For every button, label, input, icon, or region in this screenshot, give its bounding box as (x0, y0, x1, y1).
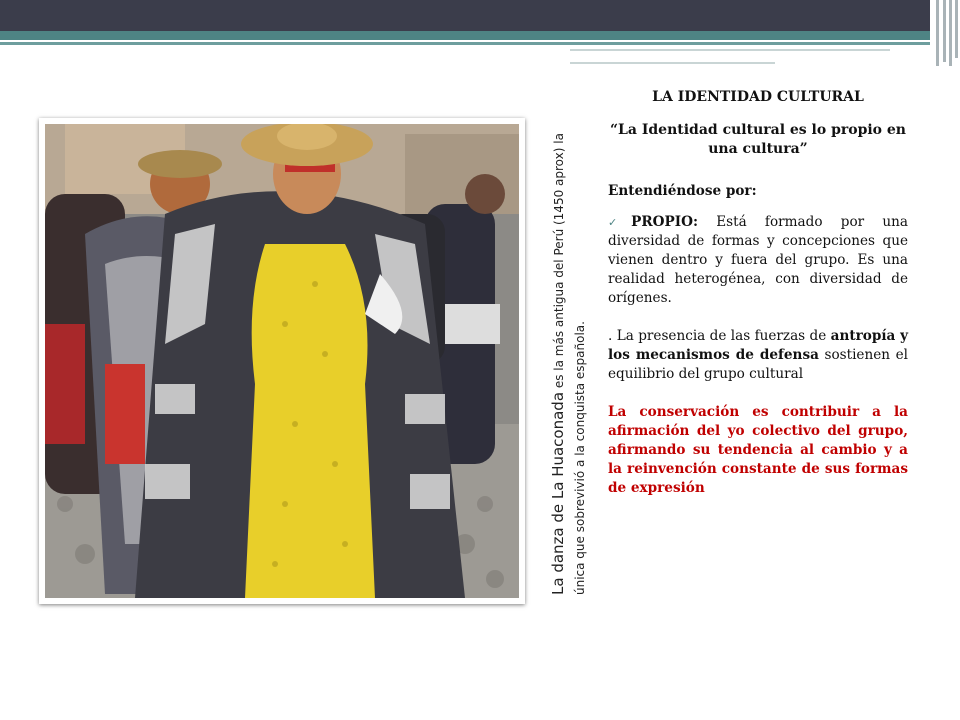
right-stripes (930, 0, 960, 66)
caption-strong: La danza de La Huaconada (549, 391, 567, 595)
subheading: Entendiéndose por: (608, 183, 757, 199)
propio-body: Está formado por una diversidad de formas y concepciones que vienen dentro y fuera del grupo. Es una realidad heterogénea, con diversidad de orígenes. (608, 214, 909, 306)
slide-title: LA IDENTIDAD CULTURAL (652, 89, 864, 105)
accent-line-short (570, 62, 775, 64)
fuerzas-bold: antropía y los mecanismos de defensa (608, 328, 908, 363)
definition-quote: “La Identidad cultural es lo propio en una cultura” (610, 122, 906, 157)
paragraph-propio (608, 213, 908, 308)
paragraph-fuerzas (608, 327, 908, 384)
photo-caption (548, 105, 590, 595)
check-icon: ✓ (608, 216, 632, 229)
top-bar (0, 0, 960, 31)
propio-label: PROPIO: (631, 214, 698, 230)
photo-frame (39, 118, 525, 604)
accent-line (570, 49, 890, 51)
teal-band (0, 31, 930, 40)
teal-thin-line (0, 42, 930, 45)
fuerzas-rest: sostienen el equilibrio del grupo cultural (608, 347, 908, 382)
fuerzas-prefix: . La presencia de las fuerzas de (608, 328, 831, 344)
paragraph-conservacion: La conservación es contribuir a la afirmación del yo colectivo del grupo, afirmando su tendencia al cambio y a la reinvención constante de sus formas de expresión (608, 404, 908, 496)
dancers-photo (45, 124, 519, 598)
caption-rest: es la más antigua del Perú (1450 aprox) la única que sobrevivió a la conquista española. (552, 133, 587, 595)
text-column (608, 88, 908, 498)
